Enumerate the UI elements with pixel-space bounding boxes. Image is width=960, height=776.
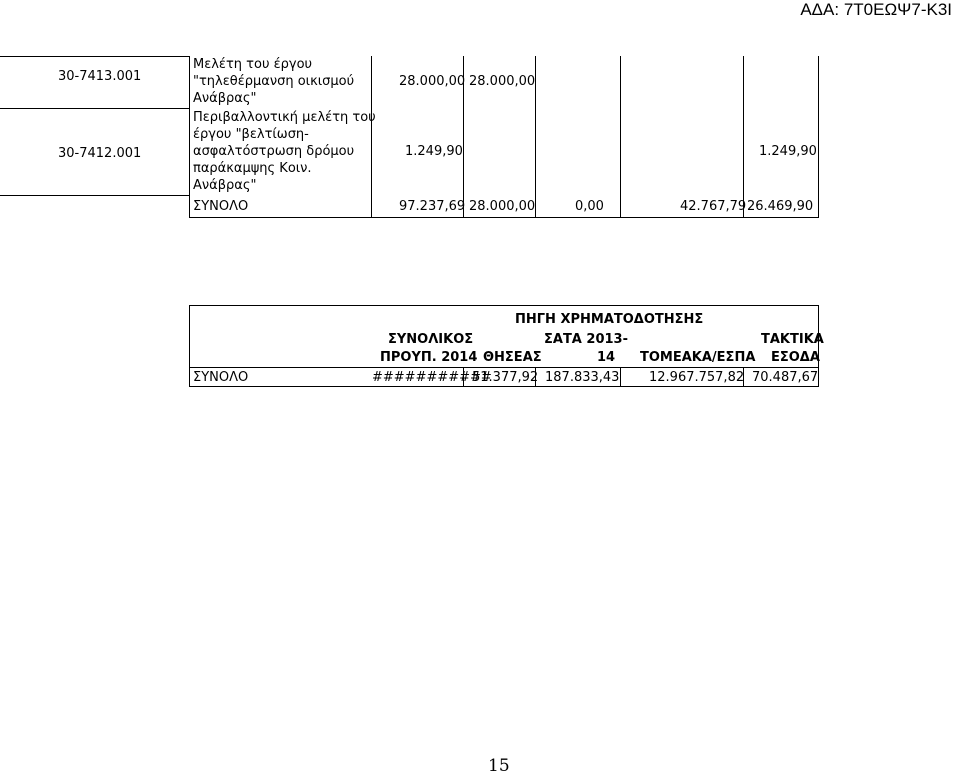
column-header: ΠΡΟΥΠ. 2014 xyxy=(380,350,478,365)
column-header: ΘΗΣΕΑΣ xyxy=(483,350,542,365)
total-value: 42.767,79 xyxy=(680,199,747,214)
total-label: ΣΥΝΟΛΟ xyxy=(193,199,249,214)
table2-line xyxy=(620,367,621,387)
row-value: 1.249,90 xyxy=(759,144,817,159)
table2-line xyxy=(189,367,819,368)
table1-line xyxy=(818,56,819,217)
total-value: 26.469,90 xyxy=(747,199,814,214)
table2-line xyxy=(189,305,819,306)
budget-code: 30-7413.001 xyxy=(58,69,142,84)
column-header: ΣΑΤΑ 2013- xyxy=(544,332,628,347)
row-description: έργου "βελτίωση- xyxy=(193,127,309,142)
row-description: "τηλεθέρμανση οικισμού xyxy=(193,74,355,89)
row-value: 28.000,00 xyxy=(399,74,466,89)
page-number: 15 xyxy=(488,756,510,776)
table2-line xyxy=(189,305,190,387)
table1-line xyxy=(620,56,621,217)
row-value: 28.000,00 xyxy=(469,74,536,89)
ada-header: ΑΔΑ: 7Τ0ΕΩΨ7-Κ3Ι xyxy=(800,0,952,19)
total-value: 28.000,00 xyxy=(469,199,536,214)
column-header: ΕΣΟΔΑ xyxy=(771,350,820,365)
total-value: 97.237,69 xyxy=(399,199,466,214)
row-description: ασφαλτόστρωση δρόμου xyxy=(193,144,355,159)
row-description: Ανάβρας" xyxy=(193,91,257,106)
group-header: ΠΗΓΗ ΧΡΗΜΑΤΟΔΟΤΗΣΗΣ xyxy=(515,312,704,327)
column-header: 14 xyxy=(597,350,616,365)
row-description: Ανάβρας" xyxy=(193,178,257,193)
table1-line xyxy=(189,56,190,217)
row-value: 1.249,90 xyxy=(405,144,463,159)
total-value: ########### xyxy=(372,370,492,385)
total-value: 187.833,43 xyxy=(545,370,620,385)
table1-line xyxy=(189,217,819,218)
total-value: 70.487,67 xyxy=(752,370,819,385)
total-value: 51.377,92 xyxy=(472,370,539,385)
column-header: ΤΑΚΤΙΚΑ xyxy=(761,332,824,347)
column-header: ΤΟΜΕΑΚΑ/ΕΣΠΑ xyxy=(640,350,756,365)
row-description: Περιβαλλοντική μελέτη του xyxy=(193,110,376,125)
table1-line xyxy=(0,195,189,196)
total-value: 12.967.757,82 xyxy=(649,370,745,385)
table1-line xyxy=(371,56,372,217)
column-header: ΣΥΝΟΛΙΚΟΣ xyxy=(388,332,474,347)
table1-line xyxy=(0,108,189,109)
table1-line xyxy=(0,56,189,57)
table2-line xyxy=(189,386,819,387)
row-description: Μελέτη του έργου xyxy=(193,57,313,72)
budget-code: 30-7412.001 xyxy=(58,146,142,161)
total-label: ΣΥΝΟΛΟ xyxy=(193,370,249,385)
total-value: 0,00 xyxy=(575,199,604,214)
row-description: παράκαμψης Κοιν. xyxy=(193,161,312,176)
table1-line xyxy=(743,56,744,217)
